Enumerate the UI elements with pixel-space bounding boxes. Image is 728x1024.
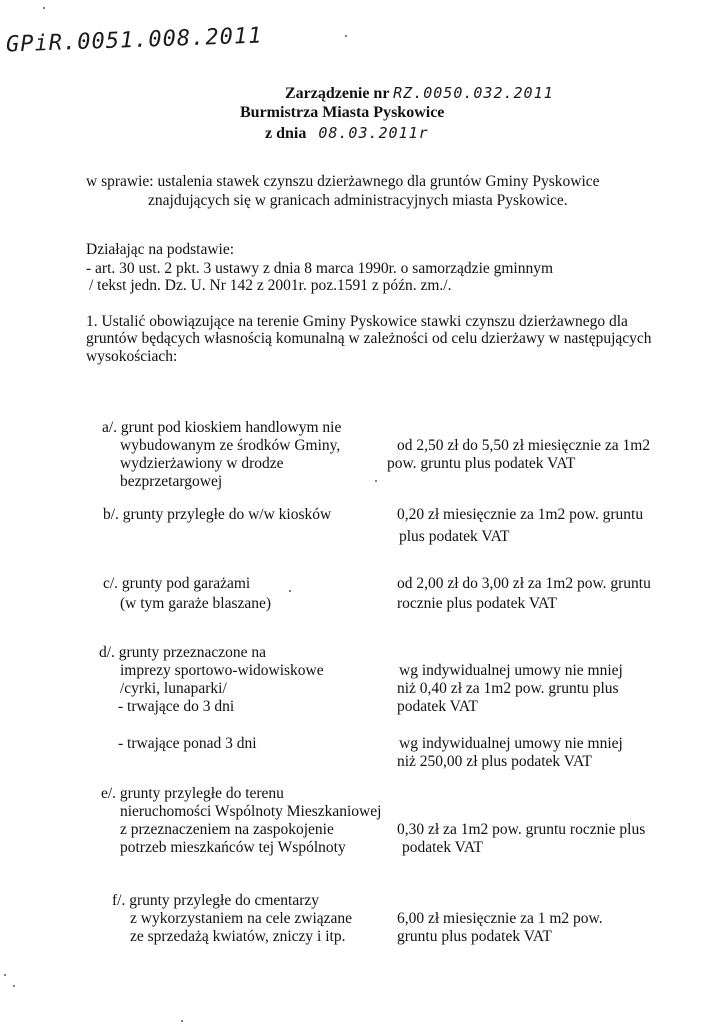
item-a-left-line: bezprzetargowej [120,473,223,490]
handwritten-date: 08.03.2011r [318,124,429,142]
item-a-description [102,419,341,491]
scan-speck [13,985,15,987]
item-e-left-line: z przeznaczeniem na zaspokojenie [120,821,334,838]
item-f-left-line: ze sprzedażą kwiatów, zniczy i itp. [130,928,346,945]
scan-speck [289,590,291,592]
paragraph-1-line-3: wysokościach: [86,348,178,365]
item-e-left-line: e/. grunty przyległe do terenu [101,785,284,802]
title-prefix: Zarządzenie nr [285,85,390,102]
paragraph-1-line-1: 1. Ustalić obowiązujące na terenie Gminy Pyskowice stawki czynszu dzierżawnego dla [86,313,628,330]
item-d-left2-line: - trwające ponad 3 dni [118,735,257,752]
item-f-right-line: gruntu plus podatek VAT [397,928,552,945]
scan-speck [345,35,347,37]
handwritten-reference: GPiR.0051.008.2011 [5,23,263,58]
item-d-right2-line: wg indywidualnej umowy nie mniej [399,735,623,752]
scan-speck [43,7,45,9]
item-f-left-line: f/. grunty przyległe do cmentarzy [112,892,320,909]
item-d-right-line: niż 0,40 zł za 1m2 pow. gruntu plus [397,680,619,697]
item-c-left-line: (w tym garaże blaszane) [120,595,272,612]
item-a-rate [387,437,650,473]
subject-line-2: znajdujących się w granicach administracyjnych miasta Pyskowice. [148,192,568,209]
item-d-left-line: imprezy sportowo-widowiskowe [120,662,324,679]
item-f-description [112,892,352,946]
document-title [285,84,554,103]
basis-intro: Działając na podstawie: [86,241,235,258]
item-b-right-line: plus podatek VAT [399,528,510,545]
item-d-long-rate [397,735,623,771]
subject-line-1: w sprawie: ustalenia stawek czynszu dzierżawnego dla gruntów Gminy Pyskowice [86,173,600,190]
item-c-rate [397,575,651,613]
scan-speck [4,974,6,976]
item-e-left-line: nieruchomości Wspólnoty Mieszkaniowej [120,803,382,820]
basis-line-2: / tekst jedn. Dz. U. Nr 142 z 2001r. poz.1591 z późn. zm./. [89,277,452,294]
item-c-right-line: od 2,00 zł do 3,00 zł za 1m2 pow. gruntu [397,575,651,592]
document-date [265,124,429,143]
item-f-right-line: 6,00 zł miesięcznie za 1 m2 pow. [397,910,603,927]
date-prefix: z dnia [265,125,307,142]
item-d-description [99,644,324,716]
item-d-left-line: d/. grunty przeznaczone na [99,644,266,661]
item-d-right-line: podatek VAT [397,698,478,715]
item-a-left-line: a/. grunt pod kioskiem handlowym nie [102,419,342,436]
item-d-right-line: wg indywidualnej umowy nie mniej [399,662,623,679]
item-e-description [101,785,381,857]
item-d-long-description [118,735,257,753]
item-a-right-line: od 2,50 zł do 5,50 zł miesięcznie za 1m2 [397,437,651,454]
item-b-rate [397,506,643,546]
scan-speck [375,480,377,482]
item-b-left-line: b/. grunty przyległe do w/w kiosków [103,506,332,523]
basis-line-1: - art. 30 ust. 2 pkt. 3 ustawy z dnia 8 marca 1990r. o samorządzie gminnym [86,260,554,277]
item-b-description [103,506,331,524]
item-e-right-line: 0,30 zł za 1m2 pow. gruntu rocznie plus [397,821,646,838]
handwritten-order-number: RZ.0050.032.2011 [393,84,554,102]
item-a-left-line: wydzierżawiony w drodze [120,455,284,472]
item-b-right-line: 0,20 zł miesięcznie za 1m2 pow. gruntu [397,506,644,523]
item-d-left-line: /cyrki, lunaparki/ [120,680,227,697]
item-a-left-line: wybudowanym ze środków Gminy, [120,437,341,454]
item-c-description [103,575,271,613]
item-e-rate [397,821,645,857]
scan-speck [181,1020,183,1022]
item-f-left-line: z wykorzystaniem na cele związane [130,910,353,927]
item-d-right2-line: niż 250,00 zł plus podatek VAT [397,753,592,770]
item-a-right-line: pow. gruntu plus podatek VAT [387,455,576,472]
item-e-right-line: podatek VAT [402,839,483,856]
item-d-rate [397,662,623,716]
paragraph-1-line-2: gruntów będących własnością komunalną w zależności od celu dzierżawy w następujących [86,330,652,347]
item-e-left-line: potrzeb mieszkańców tej Wspólnoty [120,839,346,856]
item-c-right-line: rocznie plus podatek VAT [397,595,557,612]
item-c-left-line: c/. grunty pod garażami [103,575,251,592]
item-d-left-line: - trwające do 3 dni [118,698,235,715]
item-f-rate [397,910,603,946]
issuer: Burmistrza Miasta Pyskowice [240,104,445,121]
